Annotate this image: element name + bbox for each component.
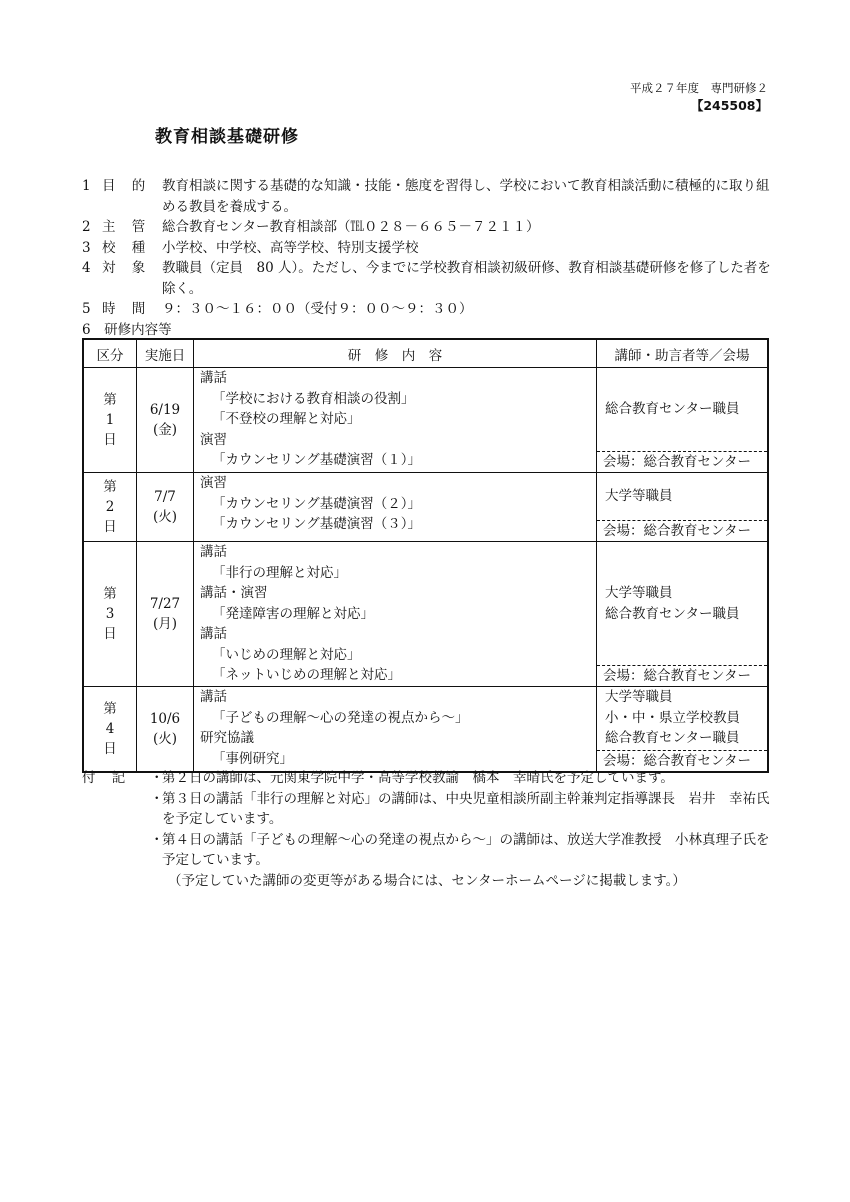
overview-text: 教育相談に関する基礎的な知識・技能・態度を習得し、学校において教育相談活動に積極的に取り組める教員を養成する。 (162, 178, 770, 215)
content-line: 「発達障害の理解と対応」 (212, 605, 374, 622)
content-cell (194, 473, 597, 542)
day-cell (83, 687, 137, 773)
day-char: 第 (103, 586, 117, 602)
bullet-mark: ・ (150, 770, 164, 786)
day-number: 1 (105, 412, 115, 428)
instructor-cell (597, 687, 769, 773)
note-text: 第４日の講話「子どもの理解〜心の発達の視点から〜」の講師は、放送大学准教授 小林真理子氏を予定しています。 (162, 831, 770, 868)
instructor-item: 総合教育センター職員 (605, 730, 740, 746)
date-value: 7/7 (154, 489, 176, 505)
day-of-week: (火) (152, 509, 178, 525)
day-of-week: (月) (152, 616, 178, 632)
content-line: 講話 (200, 626, 227, 642)
notes-footer: （予定していた講師の変更等がある場合には、センターホームページに掲載します。） (168, 872, 686, 889)
overview-number: 1 (82, 178, 91, 194)
header-kubun: 区分 (83, 339, 137, 368)
notes-body (150, 768, 782, 891)
content-cell (194, 368, 597, 473)
content-cell (194, 687, 597, 773)
instructor-item: 大学等職員 (605, 689, 673, 705)
overview-item (82, 299, 772, 320)
instructor-list (597, 473, 767, 520)
date-cell (137, 473, 194, 542)
instructor-item: 総合教育センター職員 (605, 605, 740, 622)
instructor-cell (597, 542, 769, 687)
content-line: 研究協議 (200, 730, 254, 746)
date-cell (137, 542, 194, 687)
note-item (150, 768, 782, 789)
overview-label: 主 管 (102, 219, 152, 235)
header-date: 実施日 (137, 339, 194, 368)
content-line: 演習 (200, 475, 227, 491)
table-header-row (83, 339, 768, 368)
day-cell (83, 368, 137, 473)
day-char: 日 (103, 741, 117, 757)
overview-number: 2 (82, 219, 91, 235)
overview-item (82, 176, 772, 217)
content-line: 演習 (200, 431, 227, 448)
overview-text: 教職員（定員 80 人）。ただし、今までに学校教育相談初級研修、教育相談基礎研修を修了した者を除く。 (162, 260, 771, 297)
day-char: 日 (103, 432, 117, 448)
day-cell (83, 542, 137, 687)
date-value: 10/6 (149, 711, 181, 727)
note-text: 第３日の講話「非行の理解と対応」の講師は、中央児童相談所副主幹兼判定指導課長 岩井 幸祐氏を予定しています。 (162, 790, 770, 827)
content-line: 講話・演習 (200, 585, 268, 601)
instructor-list (597, 542, 767, 665)
notes-section (82, 768, 782, 891)
program-label: 平成２７年度 専門研修２ (630, 81, 768, 95)
overview-text: ９：３０〜１６：００（受付９：００〜９：３０） (162, 301, 473, 317)
instructor-cell (597, 473, 769, 542)
note-item (150, 830, 782, 871)
overview-label: 対 象 (102, 260, 152, 276)
bullet-mark: ・ (150, 831, 164, 848)
course-code: 【245508】 (690, 98, 768, 113)
day-of-week: (火) (152, 731, 178, 747)
overview-text: 総合教育センター教育相談部（℡０２８－６６５－７２１１） (162, 219, 540, 235)
date-cell (137, 687, 194, 773)
content-line: 「いじめの理解と対応」 (212, 646, 361, 663)
instructor-item: 小・中・県立学校教員 (605, 709, 740, 726)
overview-label: 時 間 (102, 301, 152, 317)
content-line: 「不登校の理解と対応」 (212, 411, 361, 427)
document-header (630, 79, 768, 115)
day-cell (83, 473, 137, 542)
day-of-week: (金) (152, 422, 178, 438)
overview-item (82, 258, 772, 299)
day-number: 4 (105, 721, 115, 737)
note-text: 第２日の講師は、元関東学院中学・高等学校教諭 橋本 幸晴氏を予定しています。 (162, 770, 674, 786)
date-value: 6/19 (149, 402, 181, 418)
date-cell (137, 368, 194, 473)
header-instructor: 講師・助言者等／会場 (597, 339, 769, 368)
content-line: 「ネットいじめの理解と対応」 (212, 667, 401, 683)
content-line: 講話 (200, 689, 227, 705)
date-value: 7/27 (149, 596, 181, 612)
bullet-mark: ・ (150, 790, 164, 807)
day-number: 2 (105, 499, 115, 515)
overview-label: 目 的 (102, 178, 152, 194)
overview-item (82, 217, 772, 238)
overview-item (82, 238, 772, 259)
overview-number: 5 (82, 301, 91, 317)
venue-label: 会場：総合教育センター (597, 750, 767, 771)
instructor-list (597, 687, 767, 750)
content-line: 「カウンセリング基礎演習（１）」 (212, 452, 421, 468)
instructor-list (597, 368, 767, 451)
day-char: 第 (103, 479, 117, 495)
overview-text: 小学校、中学校、高等学校、特別支援学校 (162, 239, 419, 256)
notes-row (82, 768, 782, 891)
venue-label: 会場：総合教育センター (597, 665, 767, 686)
table-row (83, 368, 768, 473)
overview-label: 校 種 (102, 239, 152, 256)
venue-label: 会場：総合教育センター (597, 451, 767, 472)
venue-label: 会場：総合教育センター (597, 520, 767, 541)
day-char: 日 (103, 519, 117, 535)
day-char: 日 (103, 626, 117, 642)
header-content: 研 修 内 容 (194, 339, 597, 368)
content-line: 「事例研究」 (212, 750, 293, 767)
notes-label: 付 記 (82, 770, 132, 786)
content-line: 「カウンセリング基礎演習（３）」 (212, 516, 421, 532)
day-char: 第 (103, 701, 117, 717)
instructor-item: 大学等職員 (605, 585, 673, 601)
instructor-item: 総合教育センター職員 (605, 401, 740, 418)
content-line: 「子どもの理解〜心の発達の視点から〜」 (212, 709, 469, 726)
content-line: 「学校における教育相談の役割」 (212, 390, 415, 407)
note-item (150, 789, 782, 830)
overview-number: 3 (82, 239, 91, 256)
table-row (83, 473, 768, 542)
instructor-cell (597, 368, 769, 473)
overview-number: 4 (82, 260, 91, 276)
schedule-table (82, 338, 769, 773)
table-row (83, 687, 768, 773)
content-line: 「非行の理解と対応」 (212, 564, 347, 581)
content-line: 講話 (200, 370, 227, 386)
page-title: 教育相談基礎研修 (155, 127, 299, 147)
day-number: 3 (105, 606, 115, 622)
content-line: 「カウンセリング基礎演習（２）」 (212, 495, 421, 512)
content-line: 講話 (200, 544, 227, 560)
overview-section (82, 176, 772, 340)
content-cell (194, 542, 597, 687)
section-6-heading: 6 研修内容等 (82, 321, 172, 338)
table-row (83, 542, 768, 687)
instructor-item: 大学等職員 (605, 488, 673, 505)
day-char: 第 (103, 392, 117, 408)
